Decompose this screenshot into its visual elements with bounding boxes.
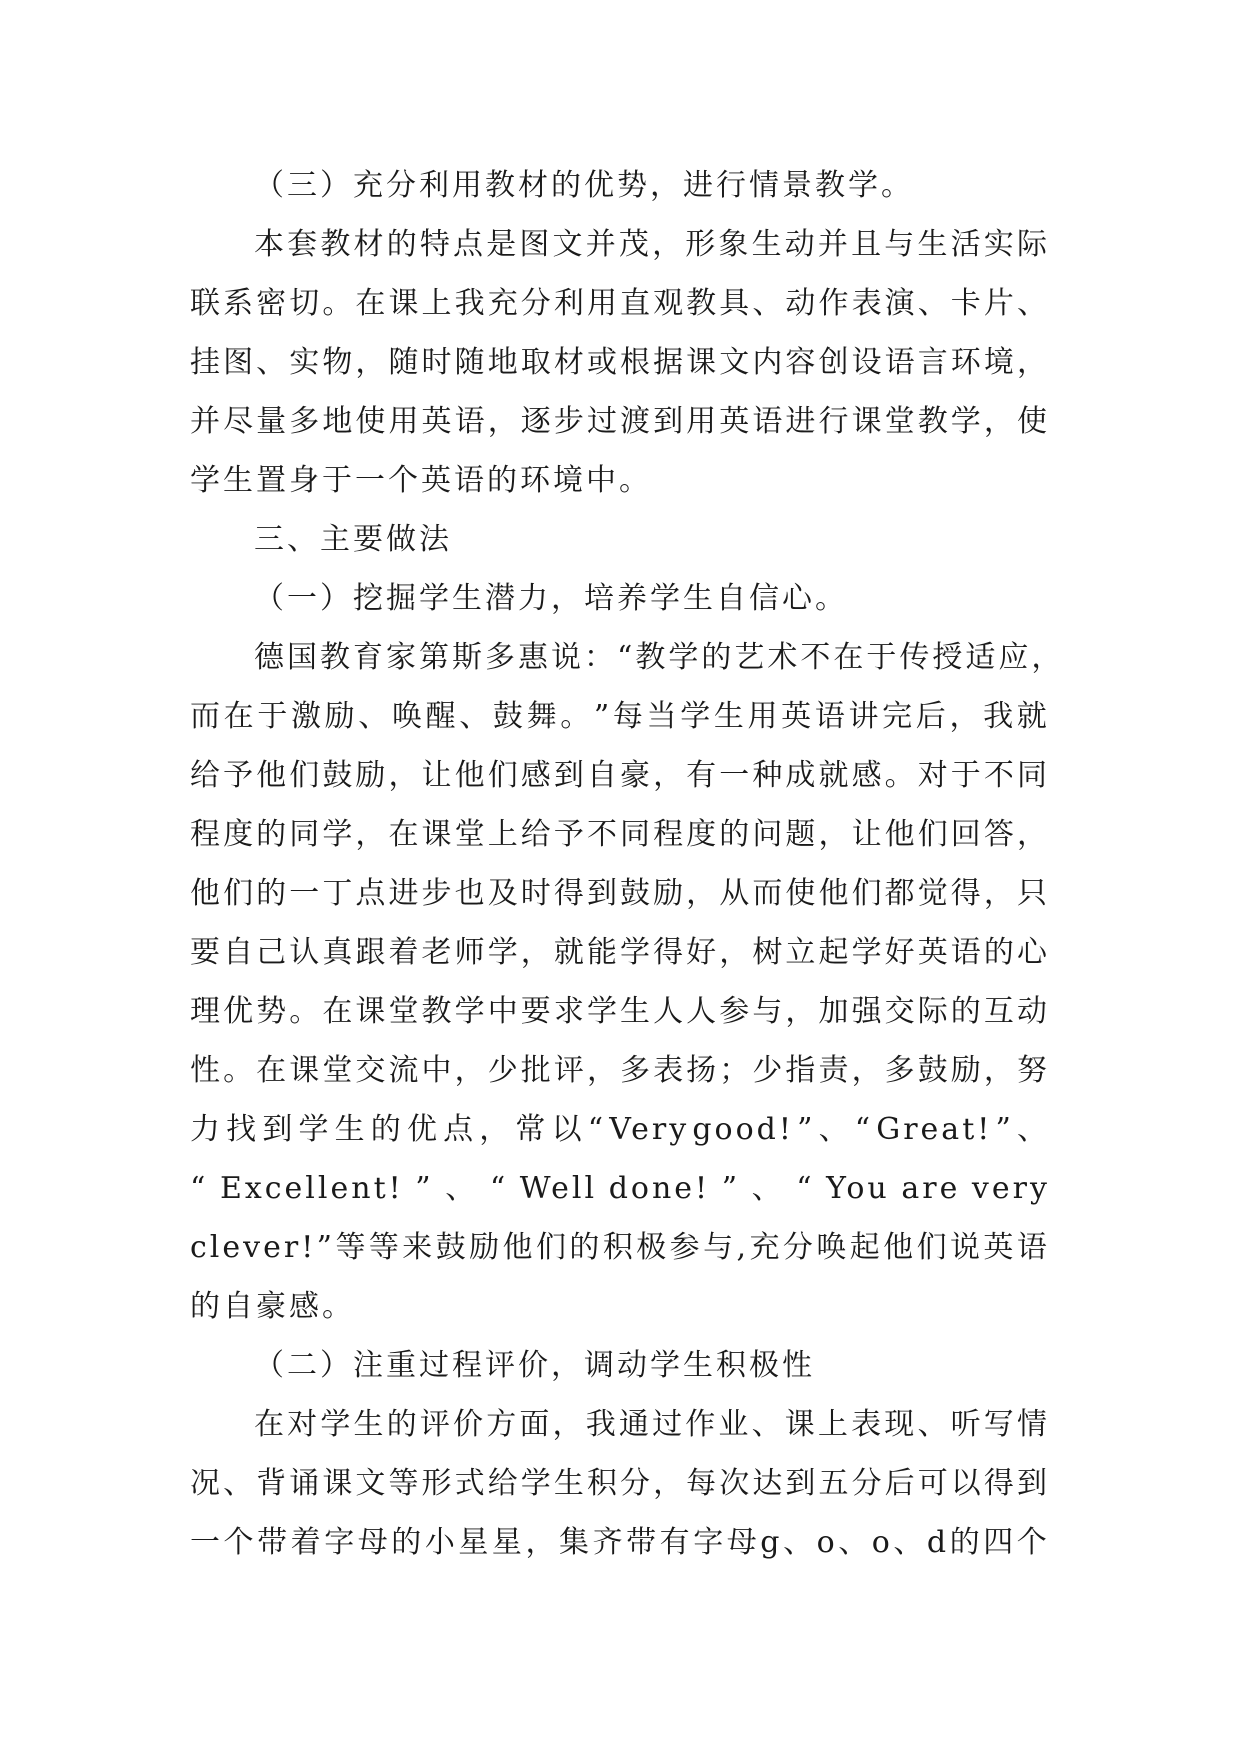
text-line: 他 们 的 一 丁 点 进 步 也 及 时 得 到 鼓 励 ， 从 而 使 他 们 都 觉 得 ， 只 — [190, 876, 1050, 911]
text-line: 在 对 学 生 的 评 价 方 面 ， 我 通 过 作 业 、 课 上 表 现 、 听 写 情 — [254, 1407, 1050, 1442]
document-body — [190, 156, 1065, 1572]
text-line: 性 。 在 课 堂 交 流 中 ， 少 批 评 ， 多 表 扬 ； 少 指 责 ， 多 鼓 励 ， 努 — [190, 1053, 1050, 1088]
text-line: clever! ” 等 等 来 鼓 励 他 们 的 积 极 参 与 , 充 分 唤 起 他 们 说 英 语 — [190, 1230, 1050, 1265]
text-line: 理 优 势 。 在 课 堂 教 学 中 要 求 学 生 人 人 参 与 ， 加 强 交 际 的 互 动 — [190, 994, 1050, 1029]
text-line: 三、主要做法 — [254, 522, 452, 557]
text-line: 本 套 教 材 的 特 点 是 图 文 并 茂 ， 形 象 生 动 并 且 与 生 活 实 际 — [254, 227, 1050, 262]
text-line: “ Excellent! ” 、 “ Well done! ” 、 “ You are very — [190, 1171, 1050, 1206]
text-line: 要 自 己 认 真 跟 着 老 师 学 ， 就 能 学 得 好 ， 树 立 起 学 好 英 语 的 心 — [190, 935, 1050, 970]
text-line: 况 、 背 诵 课 文 等 形 式 给 学 生 积 分 ， 每 次 达 到 五 分 后 可 以 得 到 — [190, 1466, 1050, 1501]
text-line: 学生置身于一个英语的环境中。 — [190, 463, 652, 498]
text-line: （三）充分利用教材的优势，进行情景教学。 — [254, 168, 914, 203]
text-line: 挂 图 、 实 物 ， 随 时 随 地 取 材 或 根 据 课 文 内 容 创 设 语 言 环 境 ， — [190, 345, 1050, 380]
text-line: （二）注重过程评价，调动学生积极性 — [254, 1348, 815, 1383]
text-line: 给 予 他 们 鼓 励 ， 让 他 们 感 到 自 豪 ， 有 一 种 成 就 感 。 对 于 不 同 — [190, 758, 1050, 793]
text-line: 的自豪感。 — [190, 1289, 355, 1324]
text-line: 联 系 密 切 。 在 课 上 我 充 分 利 用 直 观 教 具 、 动 作 表 演 、 卡 片 、 — [190, 286, 1050, 321]
text-line: 力 找 到 学 生 的 优 点 ， 常 以 “ Very good! ” 、 “ Great! ” 、 — [190, 1112, 1050, 1147]
text-line: 而 在 于 激 励 、 唤 醒 、 鼓 舞 。 ” 每 当 学 生 用 英 语 讲 完 后 ， 我 就 — [190, 699, 1050, 734]
text-line: （一）挖掘学生潜力，培养学生自信心。 — [254, 581, 848, 616]
text-line: 并 尽 量 多 地 使 用 英 语 ， 逐 步 过 渡 到 用 英 语 进 行 课 堂 教 学 ， 使 — [190, 404, 1050, 439]
text-line: 程 度 的 同 学 ， 在 课 堂 上 给 予 不 同 程 度 的 问 题 ， 让 他 们 回 答 ， — [190, 817, 1050, 852]
text-line: 德 国 教 育 家 第 斯 多 惠 说 ： “ 教 学 的 艺 术 不 在 于 传 授 适 应 ， — [254, 640, 1065, 675]
text-line: 一 个 带 着 字 母 的 小 星 星 ， 集 齐 带 有 字 母 g 、 o 、 o 、 d 的 四 个 — [190, 1525, 1050, 1560]
